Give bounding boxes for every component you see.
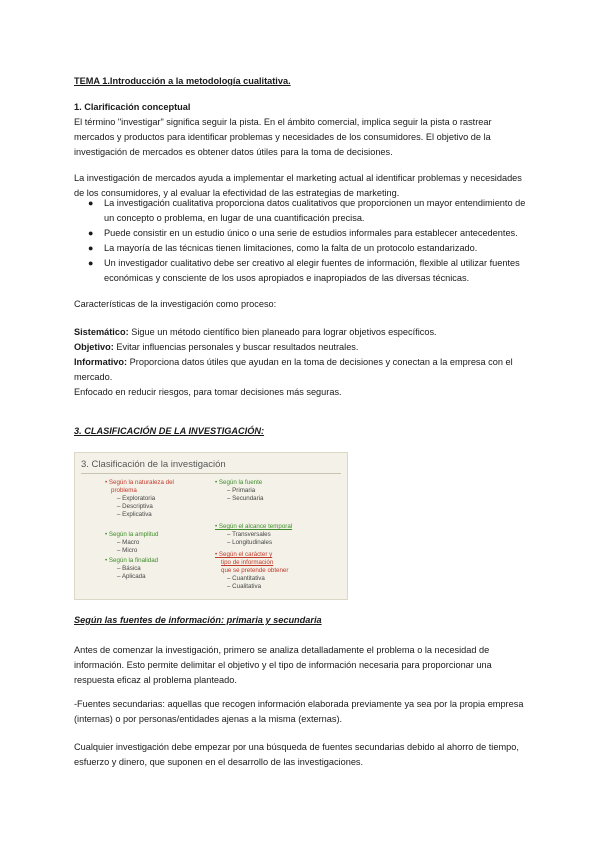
slide-item: – Descriptiva	[117, 503, 153, 510]
slide-divider	[81, 473, 341, 474]
section-3-heading: 3. CLASIFICACIÓN DE LA INVESTIGACIÓN:	[74, 426, 265, 436]
slide-item: que se pretende obtener	[221, 567, 289, 574]
slide-item: – Longitudinales	[227, 539, 273, 546]
slide-item: – Macro	[117, 539, 140, 546]
slide-item: • Según el carácter y	[215, 551, 273, 558]
sources-heading: Según las fuentes de información: primaria y secundaria	[74, 615, 322, 625]
bullet-icon: ●	[88, 243, 94, 253]
section-1-paragraph-2: La investigación de mercados ayuda a implementar el marketing actual al identificar problemas y necesidades de los consumidores, y al evaluar la efectividad de las estrategias de marketing.	[74, 173, 522, 198]
sources-paragraph-3: Cualquier investigación debe empezar por una búsqueda de fuentes secundarias debido al ahorro de tiempo, esfuerzo y dinero, que suponen en el desarrollo de las investigaciones.	[74, 742, 519, 767]
slide-item: • Según la amplitud	[105, 531, 159, 538]
bullet-icon: ●	[88, 228, 94, 238]
slide-item: – Micro	[117, 547, 138, 554]
sources-paragraph-2: -Fuentes secundarias: aquellas que recogen información elaborada previamente ya sea por la propia empresa (internas) o por personas/entidades ajenas a la misma (externas).	[74, 699, 524, 724]
slide-title: 3. Clasificación de la investigación	[81, 459, 226, 470]
characteristic-informative: Informativo: Proporciona datos útiles que ayudan en la toma de decisiones y conectan a la empresa con el mercado.	[74, 357, 513, 382]
section-1-heading: 1. Clarificación conceptual	[74, 102, 191, 112]
characteristics-heading: Características de la investigación como proceso:	[74, 299, 277, 309]
slide-item: • Según la finalidad	[105, 557, 159, 564]
slide-item: – Cuantitativa	[227, 575, 265, 582]
list-item: ● La investigación cualitativa proporciona datos cualitativos que proporcionen un mayor entendimiento de un concepto o problema, en lugar de una cuantificación precisa.	[88, 198, 526, 223]
slide-item: • Según la naturaleza del	[105, 479, 174, 486]
list-item: ● Puede consistir en un estudio único o una serie de estudios informales para establecer antecedentes.	[74, 226, 530, 241]
slide-item: • Según el alcance temporal	[215, 523, 293, 530]
section-1-paragraph: El término "investigar" significa seguir la pista. En el ámbito comercial, implica seguir la pista o rastrear mercados y productos para identificar problemas y necesidades de los consumidores. El objetivo de la investigación de mercados es obtener datos útiles para la toma de decisiones.	[74, 117, 492, 157]
bullet-list	[74, 196, 530, 286]
characteristic-systematic: Sistemático: Sigue un método científico bien planeado para lograr objetivos específicos.	[74, 327, 437, 337]
document-title: TEMA 1.Introducción a la metodología cualitativa.	[74, 76, 291, 86]
list-item: ● Un investigador cualitativo debe ser creativo al elegir fuentes de información, flexible al utilizar fuentes económicas y consciente de los usos apropiados e inapropiados de las diversas técnicas.	[88, 258, 520, 283]
slide-item: – Cualitativa	[227, 583, 262, 590]
slide-item: tipo de información	[221, 559, 274, 566]
slide-item: – Secundaria	[227, 495, 264, 502]
sources-paragraph-1: Antes de comenzar la investigación, primero se analiza detalladamente el problema o la necesidad de información. Esto permite delimitar el objetivo y el tipo de información necesaria para proporcionar una respuesta eficaz al problema planteado.	[74, 645, 492, 685]
slide-item: – Transversales	[227, 531, 271, 538]
bullet-icon: ●	[88, 198, 94, 208]
slide-item: • Según la fuente	[215, 479, 263, 486]
list-item: ● La mayoría de las técnicas tienen limitaciones, como la falta de un protocolo estandarizado.	[74, 241, 530, 256]
slide-item: – Exploratoria	[117, 495, 156, 502]
slide-item: – Básica	[117, 565, 141, 572]
bullet-icon: ●	[88, 258, 94, 268]
slide-item: – Primaria	[227, 487, 256, 494]
classification-slide-image	[74, 452, 348, 600]
characteristic-focused: Enfocado en reducir riesgos, para tomar decisiones más seguras.	[74, 387, 342, 397]
characteristic-objective: Objetivo: Evitar influencias personales y buscar resultados neutrales.	[74, 342, 359, 352]
slide-item: problema	[111, 487, 137, 494]
slide-item: – Aplicada	[117, 573, 146, 580]
slide-item: – Explicativa	[117, 511, 152, 518]
